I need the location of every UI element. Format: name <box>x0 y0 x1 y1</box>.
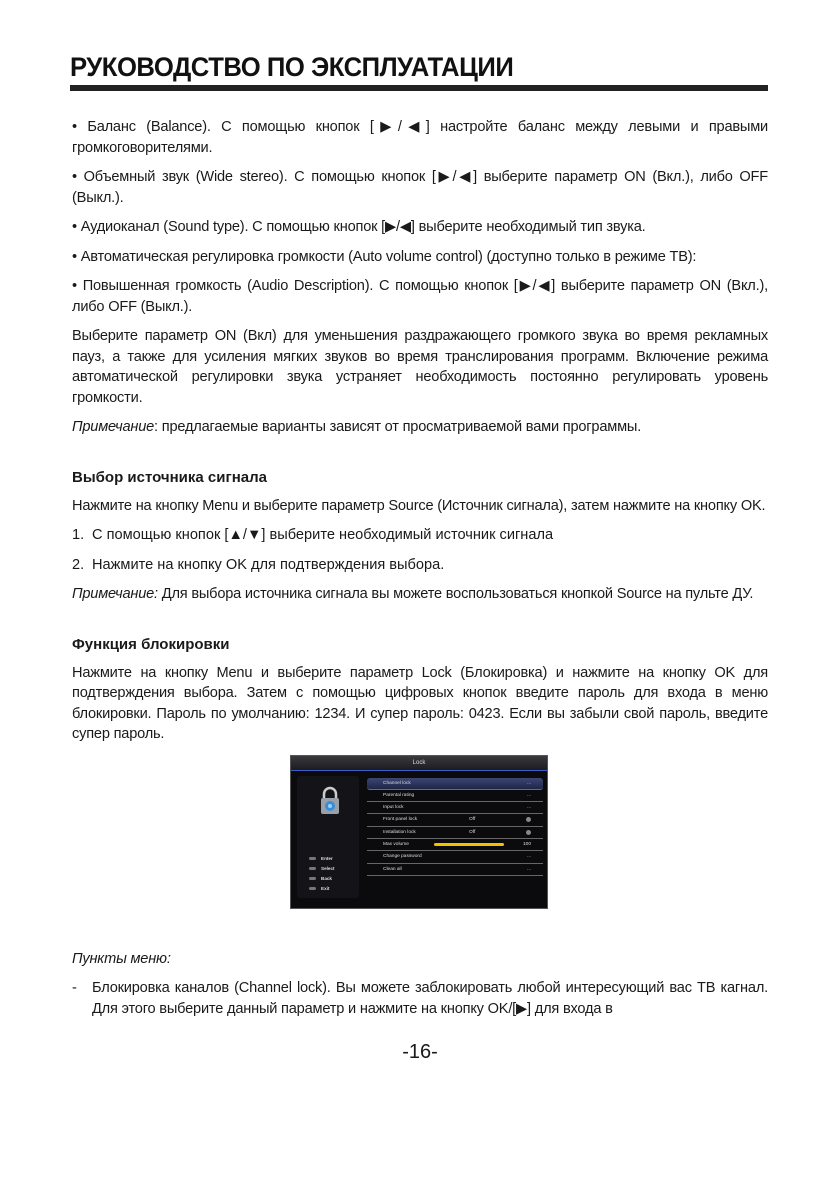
menu-item-label: Channel lock <box>383 780 411 786</box>
page-header-title: РУКОВОДСТВО ПО ЭКСПЛУАТАЦИИ <box>70 52 514 82</box>
note-label: Примечание: <box>72 586 158 602</box>
bullet-audio-description: • Повышенная громкость (Audio Description). С помощью кнопок [▶/◀] выберите параметр ON (Вкл.), либо OFF (Выкл.). <box>72 278 768 315</box>
menu-item-parental-rating[interactable] <box>367 790 543 802</box>
padlock-icon <box>319 786 341 816</box>
menu-item-value: ... <box>527 866 531 872</box>
legend-select <box>309 864 335 874</box>
menu-item-change-password[interactable] <box>367 851 543 863</box>
legend-label: Exit <box>321 885 330 891</box>
remote-key-icon <box>309 857 316 860</box>
lock-menu-screenshot <box>290 755 548 909</box>
menu-item-value: ... <box>527 780 531 786</box>
lock-menu-sidebar <box>297 776 359 898</box>
bullet-wide-stereo: • Объемный звук (Wide stereo). С помощью кнопок [▶/◀] выберите параметр ON (Вкл.), либо OFF (Выкл.). <box>72 169 768 206</box>
menu-item-value: ... <box>527 805 531 811</box>
key-legend <box>309 854 335 894</box>
source-paragraph: Нажмите на кнопку Menu и выберите параметр Source (Источник сигнала), затем нажмите на кнопку OK. <box>72 497 766 514</box>
menu-item-front-panel-lock[interactable] <box>367 814 543 826</box>
lock-status-icon <box>526 830 531 835</box>
legend-back <box>309 874 335 884</box>
menu-item-label: Change password <box>383 854 422 860</box>
sound-note <box>72 417 768 438</box>
max-volume-slider[interactable] <box>434 843 504 846</box>
step-number: 2. <box>72 556 85 573</box>
menu-item-input-lock[interactable] <box>367 802 543 814</box>
sound-paragraph: Выберите параметр ON (Вкл) для уменьшения раздражающего громкого звука во время рекламных пауз, а также для усиления мягких звуков во время транслирования программ. Включение режима автоматической регулировки звука устраняет необходимость постоянно регулировать уровень громкости. <box>72 328 768 406</box>
list-dash: - <box>72 980 77 996</box>
header-rule <box>70 85 768 91</box>
page-body <box>72 117 768 1063</box>
menu-item-installation-lock[interactable] <box>367 827 543 839</box>
legend-exit <box>309 884 335 894</box>
source-note <box>72 584 768 605</box>
menu-item-value: Off <box>469 817 476 823</box>
note-text: : предлагаемые варианты зависят от просматриваемой вами программы. <box>154 419 642 435</box>
step-number: 1. <box>72 527 85 543</box>
lock-paragraph: Нажмите на кнопку Menu и выберите параметр Lock (Блокировка) и нажмите на кнопку OK для подтверждения выбора. Затем с помощью цифровых кнопок введите пароль для входа в меню блокировки. Пароль по умолчанию: 1234. И супер пароль: 0423. Если вы забыли свой пароль, введите супер пароль. <box>72 664 768 742</box>
lock-menu-list <box>367 778 543 876</box>
menu-items-heading <box>72 949 768 970</box>
source-step-2 <box>72 555 768 576</box>
legend-label: Enter <box>321 855 333 861</box>
step-text: Нажмите на кнопку OK для подтверждения выбора. <box>92 556 445 573</box>
menu-item-label: Parental rating <box>383 792 415 798</box>
source-step-1 <box>72 525 768 546</box>
source-heading: Выбор источника сигнала <box>72 468 267 486</box>
lock-heading: Функция блокировки <box>72 635 230 653</box>
menu-item-description <box>72 978 768 1019</box>
menu-item-value: 100 <box>522 841 531 847</box>
menu-item-value: ... <box>527 854 531 860</box>
legend-label: Back <box>321 875 332 881</box>
bullet-balance: • Баланс (Balance). С помощью кнопок [▶/◀] настройте баланс между левыми и правыми громкоговорителями. <box>72 119 768 156</box>
bullet-sound-type: • Аудиоканал (Sound type). С помощью кнопок [▶/◀] выберите необходимый тип звука. <box>72 219 646 235</box>
bullet-auto-volume: • Автоматическая регулировка громкости (Auto volume control) (доступно только в режиме ТВ): <box>72 248 697 265</box>
lock-status-icon <box>526 817 531 822</box>
step-text: С помощью кнопок [▲/▼] выберите необходимый источник сигнала <box>92 527 554 543</box>
menu-item-value: ... <box>527 792 531 798</box>
remote-key-icon <box>309 867 316 870</box>
menu-items-heading-text: Пункты меню: <box>72 950 171 967</box>
list-item-text: Блокировка каналов (Channel lock). Вы можете заблокировать любой интересующий вас ТВ кагнал. Для этого выберите данный параметр и нажмите на кнопку OK/[▶] для входа в <box>92 980 768 1017</box>
note-label: Примечание <box>72 419 155 435</box>
lock-menu-title: Lock <box>291 756 547 771</box>
menu-item-max-volume[interactable] <box>367 839 543 851</box>
menu-item-value: Off <box>469 829 476 835</box>
lock-menu-figure <box>72 755 768 909</box>
menu-item-label: Clean all <box>383 866 402 872</box>
page-number: -16- <box>402 1041 438 1063</box>
menu-item-clean-all[interactable] <box>367 864 543 876</box>
note-text: Для выбора источника сигнала вы можете воспользоваться кнопкой Source на пульте ДУ. <box>157 586 754 602</box>
menu-item-label: Input lock <box>383 805 404 811</box>
menu-item-channel-lock[interactable] <box>367 778 543 790</box>
menu-item-label: Max volume <box>383 841 409 847</box>
legend-enter <box>309 854 335 864</box>
remote-key-icon <box>309 887 316 890</box>
remote-key-icon <box>309 877 316 880</box>
menu-item-label: Front panel lock <box>383 817 418 823</box>
legend-label: Select <box>321 865 335 871</box>
menu-item-label: Installation lock <box>383 829 416 835</box>
